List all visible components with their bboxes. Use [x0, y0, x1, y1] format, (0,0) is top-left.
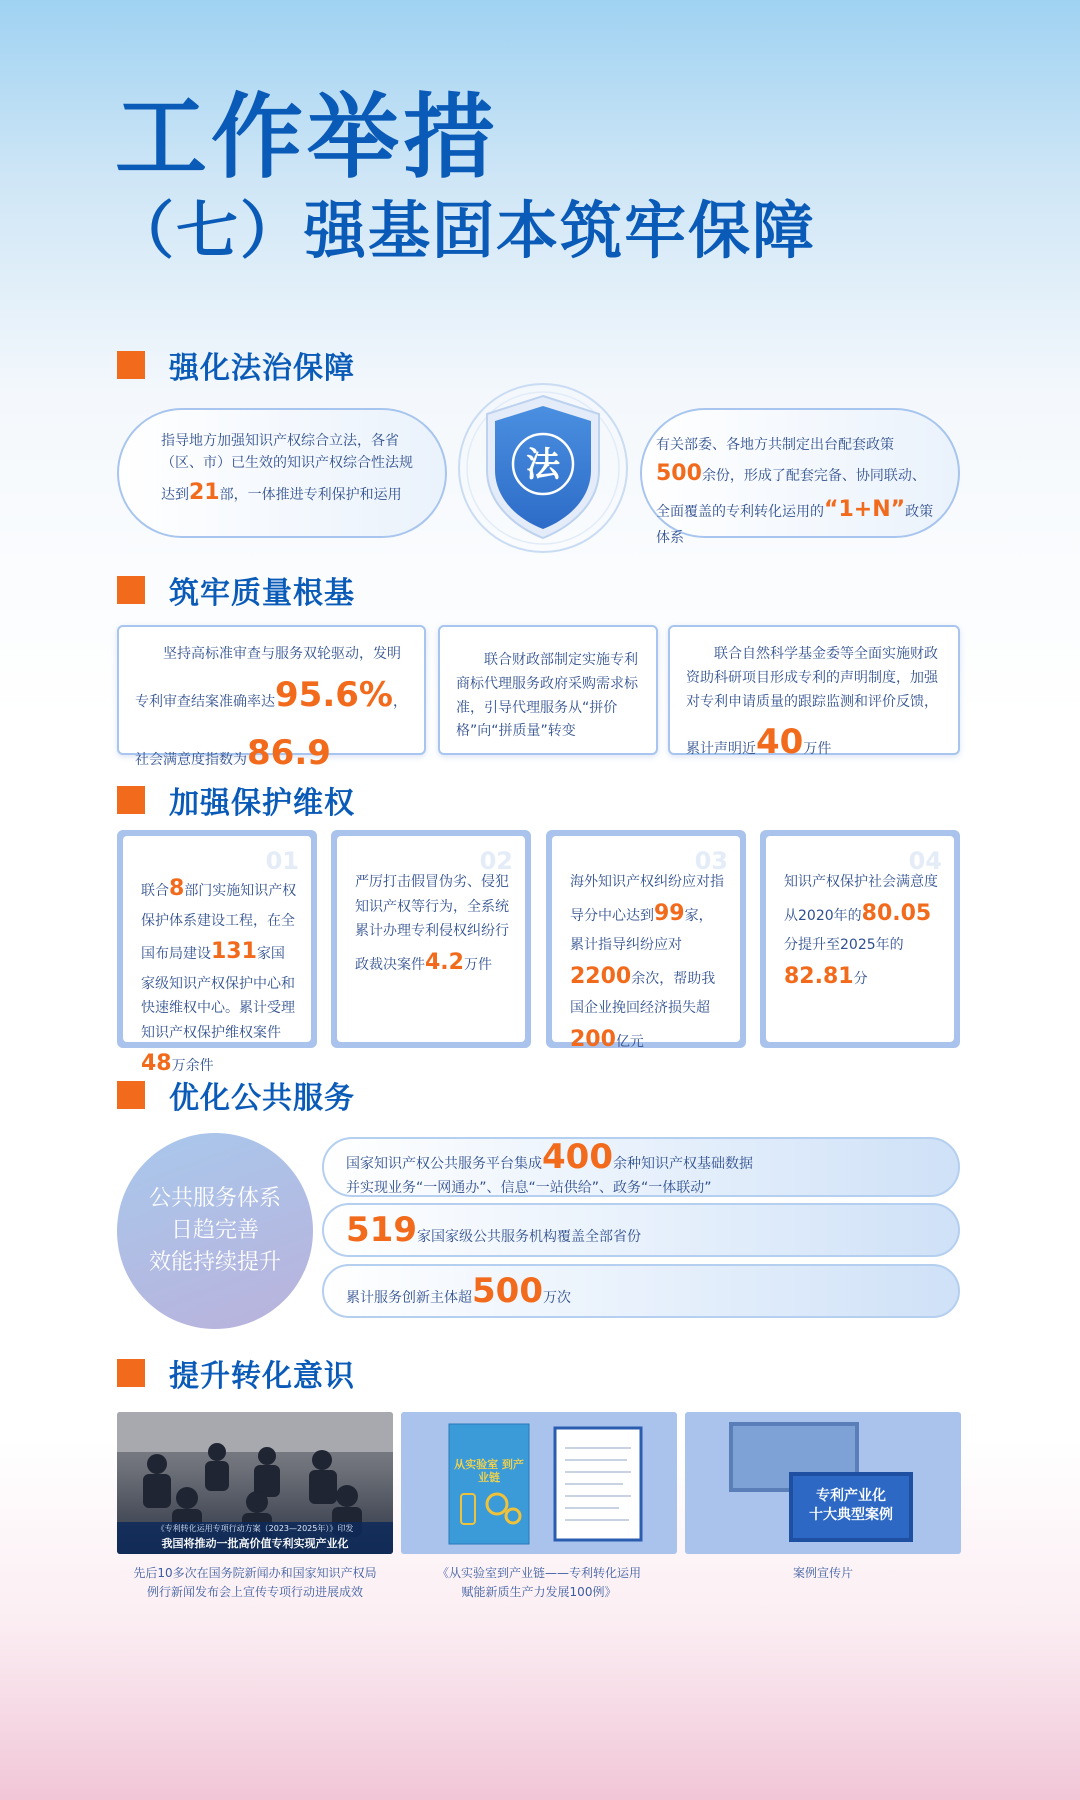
service-text-line2: 并实现业务“一网通办”、信息“一站供给”、政务“一体联动” [346, 1180, 712, 1196]
protection-number: 48 [141, 1051, 172, 1076]
protection-number: 82.81 [784, 963, 854, 989]
legal-left-card [117, 408, 447, 538]
legal-right-card [640, 408, 960, 546]
legal-left-text-end: 部，一体推进专利保护和运用 [219, 486, 402, 503]
circle-line: 公共服务体系 [148, 1186, 281, 1211]
caption-press [117, 1564, 393, 1602]
protection-text: 分提升至2025年的 [784, 937, 904, 953]
quality-text: ，社会满意度指数为 [135, 693, 407, 768]
service-text: 万次 [542, 1290, 571, 1306]
protection-number: 99 [654, 900, 685, 926]
card-index: 03 [694, 847, 728, 875]
protection-number: 2200 [570, 963, 632, 989]
caption-line: 案例宣传片 [792, 1566, 853, 1580]
section-title: 提升转化意识 [169, 1359, 355, 1394]
service-text: 国家知识产权公共服务平台集成 [346, 1156, 542, 1172]
protection-text: 亿元 [615, 1033, 644, 1050]
protection-text: 万余件 [171, 1058, 214, 1074]
video-title-line: 十大典型案例 [809, 1506, 893, 1523]
service-number: 519 [346, 1210, 417, 1250]
press-conference-photo [117, 1412, 393, 1554]
service-bar-3 [322, 1264, 960, 1318]
shield-char: 法 [526, 445, 560, 485]
quality-declarations: 40 [756, 722, 804, 763]
circle-line: 效能持续提升 [148, 1250, 281, 1275]
overlay-subtitle: 《专利转化运用专项行动方案（2023—2025年）》印发 [156, 1524, 354, 1533]
section-header-protection [117, 780, 355, 820]
section-header-legal [117, 345, 355, 385]
circle-line: 日趋完善 [170, 1218, 259, 1243]
protection-text: 联合 [141, 883, 169, 899]
video-screen-illustration [685, 1412, 961, 1554]
service-number: 400 [542, 1137, 613, 1177]
legal-left-number: 21 [189, 479, 220, 505]
protection-text: 家，累计指导纠纷应对 [570, 907, 713, 953]
caption-line: 赋能新质生产力发展100例》 [461, 1585, 617, 1600]
caption-line: 先后10多次在国务院新闻办和国家知识产权局 [133, 1566, 377, 1580]
overlay-headline: 我国将推动一批高价值专利实现产业化 [161, 1537, 349, 1550]
page-title: 工作举措 [115, 84, 500, 191]
quality-accuracy: 95.6% [275, 674, 393, 715]
service-number: 500 [472, 1271, 543, 1311]
book-illustration [401, 1412, 677, 1554]
protection-card-1 [117, 830, 317, 1076]
protection-number: 4.2 [425, 949, 464, 975]
protection-text: 万件 [463, 956, 492, 973]
protection-text: 部门实施知识产权保护体系建设工程，在全国布局建设 [141, 883, 297, 962]
protection-text: 余次，帮助我国企业挽回经济损失超 [570, 970, 716, 1016]
card-index: 01 [265, 847, 299, 875]
legal-right-highlight: “1+N” [824, 496, 906, 522]
quality-text: 万件 [803, 741, 832, 758]
video-promo-panel [685, 1412, 961, 1554]
video-title [789, 1487, 913, 1525]
legal-left-text: 指导地方加强知识产权综合立法，各省（区、市）已生效的知识产权综合性法规达到 [161, 433, 413, 503]
caption-video [685, 1564, 961, 1583]
protection-number: 200 [570, 1026, 616, 1052]
quality-satisfaction: 86.9 [247, 732, 331, 773]
caption-book [401, 1564, 677, 1602]
protection-number: 131 [211, 939, 257, 964]
section-title: 筑牢质量根基 [169, 576, 355, 611]
caption-line: 例行新闻发布会上宣传专项行动进展成效 [146, 1585, 363, 1600]
protection-card-4 [760, 830, 960, 1048]
quality-text: 联合自然科学基金委等全面实施财政资助科研项目形成专利的声明制度，加强对专利申请质量的跟踪监测和评价反馈，累计声明近 [686, 646, 938, 758]
protection-text: 分 [853, 970, 868, 987]
caption-line: 《从实验室到产业链——专利转化运用 [436, 1566, 641, 1580]
quality-text: 坚持高标准审查与服务双轮驱动，发明专利审查结案准确率达 [135, 646, 401, 710]
protection-card-2 [331, 830, 531, 1048]
section-title: 加强保护维权 [169, 786, 355, 821]
section-marker [117, 1359, 145, 1387]
service-bar-1 [322, 1137, 960, 1197]
protection-text: 知识产权保护社会满意度从2020年的 [784, 874, 938, 924]
section-marker [117, 786, 145, 814]
section-title: 优化公共服务 [169, 1081, 355, 1116]
section-header-service [117, 1075, 355, 1115]
section-header-transform [117, 1353, 355, 1393]
section-marker [117, 351, 145, 379]
protection-text: 家国家级知识产权保护中心和快速维权中心。累计受理知识产权保护维权案件 [141, 946, 295, 1041]
legal-right-text-end: 政策体系 [656, 503, 934, 546]
quality-card-3 [668, 625, 960, 763]
card-index: 02 [479, 847, 513, 875]
quality-card-2 [438, 625, 658, 755]
service-text: 家国家级公共服务机构覆盖全部省份 [416, 1229, 641, 1245]
service-text: 累计服务创新主体超 [346, 1290, 472, 1306]
card-index: 04 [908, 847, 942, 875]
protection-text: 海外知识产权纠纷应对指导分中心达到 [570, 874, 724, 924]
protection-text: 严厉打击假冒伪劣、侵犯知识产权等行为，全系统累计办理专利侵权纠纷行政裁决案件 [355, 874, 509, 973]
section-header-quality [117, 570, 355, 610]
protection-number: 80.05 [861, 900, 932, 926]
legal-right-text-mid: 余份，形成了配套完备、协同联动、全面覆盖的专利转化运用的 [656, 468, 926, 520]
section-title: 强化法治保障 [169, 351, 355, 386]
protection-number: 8 [169, 876, 185, 901]
quality-card-1 [117, 625, 426, 773]
video-title-line: 专利产业化 [816, 1488, 886, 1504]
legal-right-number: 500 [656, 461, 702, 487]
page-subtitle: （七）强基固本筑牢保障 [112, 194, 817, 267]
section-marker [117, 1081, 145, 1109]
protection-card-3 [546, 830, 746, 1052]
quality-text: 联合财政部制定实施专利商标代理服务政府采购需求标准，引导代理服务从“拼价格”向“拼质量”转变 [456, 652, 638, 740]
service-circle [117, 1133, 313, 1329]
service-bar-2 [322, 1203, 960, 1257]
section-marker [117, 576, 145, 604]
book-cover-panel [401, 1412, 677, 1554]
service-text: 余种知识产权基础数据 [612, 1156, 753, 1172]
legal-right-text: 有关部委、各地方共制定出台配套政策 [656, 437, 894, 453]
book-title: 从实验室 到产业链 [454, 1458, 524, 1485]
